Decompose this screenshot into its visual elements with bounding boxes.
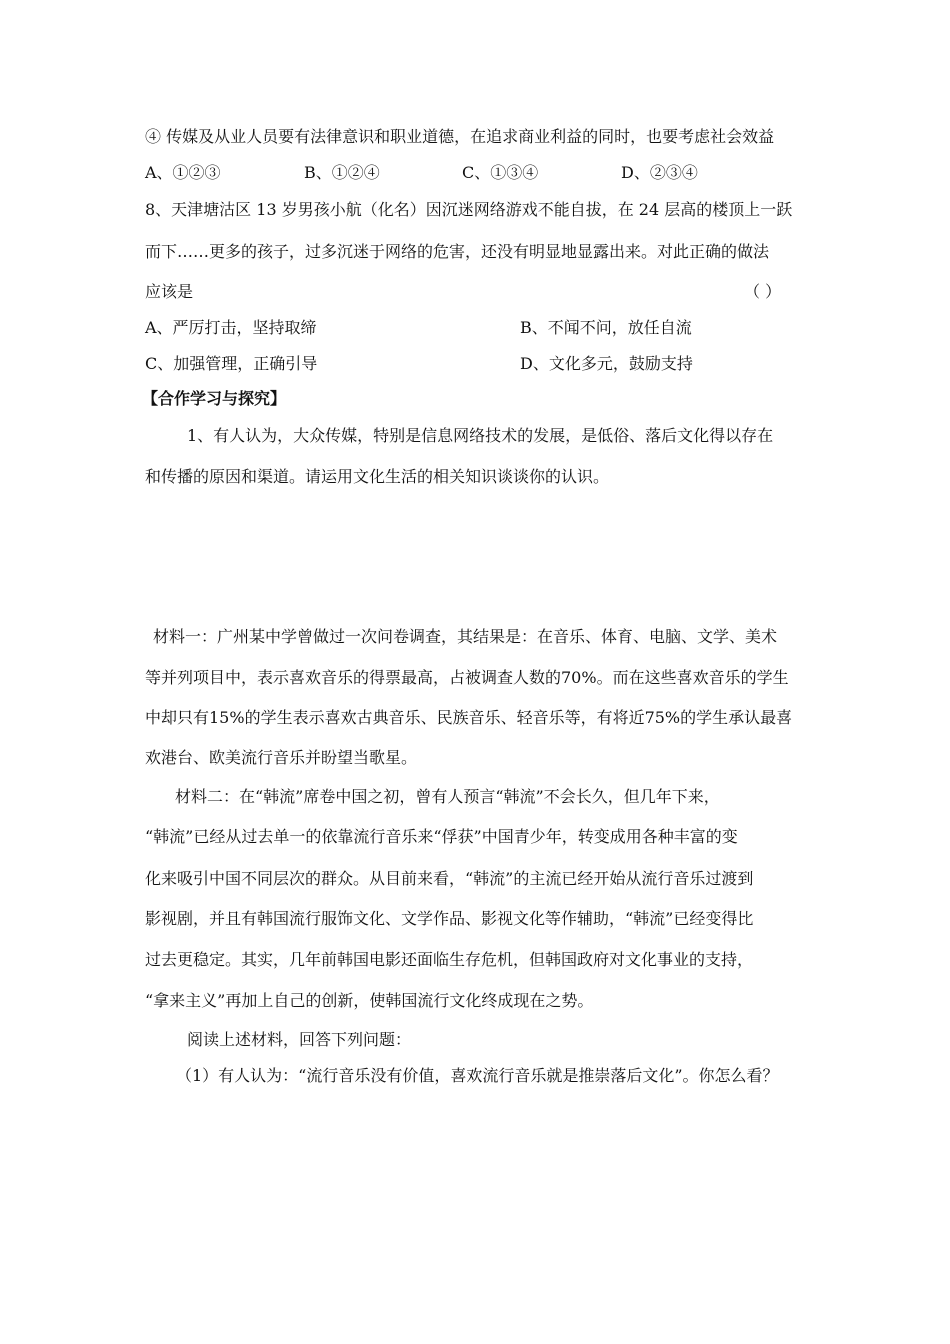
q8-option-b: B、不闻不问，放任自流 [520, 318, 692, 337]
reading-instruction: 阅读上述材料，回答下列问题： [187, 1030, 412, 1049]
q8-option-d: D、文化多元，鼓励支持 [520, 354, 693, 373]
q7-option-a: A、①②③ [145, 163, 221, 182]
q7-item-4: ④ 传媒及从业人员要有法律意识和职业道德，在追求商业利益的同时，也要考虑社会效益 [145, 127, 775, 146]
q8-option-a: A、严厉打击，坚持取缔 [145, 318, 317, 337]
q8-option-c: C、加强管理，正确引导 [145, 354, 318, 373]
q7-option-b: B、①②④ [304, 163, 380, 182]
material-1-line-2: 等并列项目中，表示喜欢音乐的得票最高，占被调查人数的70%。而在这些喜欢音乐的学生 [145, 668, 789, 687]
question-1: （1）有人认为：“流行音乐没有价值，喜欢流行音乐就是推崇落后文化”。你怎么看？ [176, 1066, 779, 1085]
material-2-line-2: “韩流”已经从过去单一的依靠流行音乐来“俘获”中国青少年，转变成用各种丰富的变 [145, 827, 738, 846]
task-1-line-1: 1、有人认为，大众传媒，特别是信息网络技术的发展，是低俗、落后文化得以存在 [187, 426, 774, 445]
material-1-line-3: 中却只有15%的学生表示喜欢古典音乐、民族音乐、轻音乐等，有将近75%的学生承认最喜 [145, 708, 793, 727]
material-1-line-4: 欢港台、欧美流行音乐并盼望当歌星。 [145, 748, 418, 767]
material-2-line-3: 化来吸引中国不同层次的群众。从目前来看，“韩流”的主流已经开始从流行音乐过渡到 [145, 869, 754, 888]
section-title: 【合作学习与探究】 [142, 389, 287, 408]
q8-answer-bracket: （ ） [744, 282, 782, 301]
material-2-line-6: “拿来主义”再加上自己的创新，使韩国流行文化终成现在之势。 [145, 991, 594, 1010]
material-1-line-1: 材料一：广州某中学曾做过一次问卷调查，其结果是：在音乐、体育、电脑、文学、美术 [153, 627, 778, 646]
material-2-line-5: 过去更稳定。其实，几年前韩国电影还面临生存危机，但韩国政府对文化事业的支持， [145, 950, 754, 969]
q8-line-2: 而下……更多的孩子，过多沉迷于网络的危害，还没有明显地显露出来。对此正确的做法 [145, 242, 770, 261]
q7-option-c: C、①③④ [462, 163, 539, 182]
material-2-line-4: 影视剧，并且有韩国流行服饰文化、文学作品、影视文化等作辅助，“韩流”已经变得比 [145, 909, 754, 928]
q8-line-3: 应该是 [145, 282, 194, 301]
material-2-line-1: 材料二：在“韩流”席卷中国之初，曾有人预言“韩流”不会长久，但几年下来， [175, 787, 720, 806]
task-1-line-2: 和传播的原因和渠道。请运用文化生活的相关知识谈谈你的认识。 [145, 467, 610, 486]
q8-line-1: 8、天津塘沽区 13 岁男孩小航（化名）因沉迷网络游戏不能自拔，在 24 层高的楼顶上一跃 [145, 200, 793, 219]
q7-option-d: D、②③④ [621, 163, 698, 182]
